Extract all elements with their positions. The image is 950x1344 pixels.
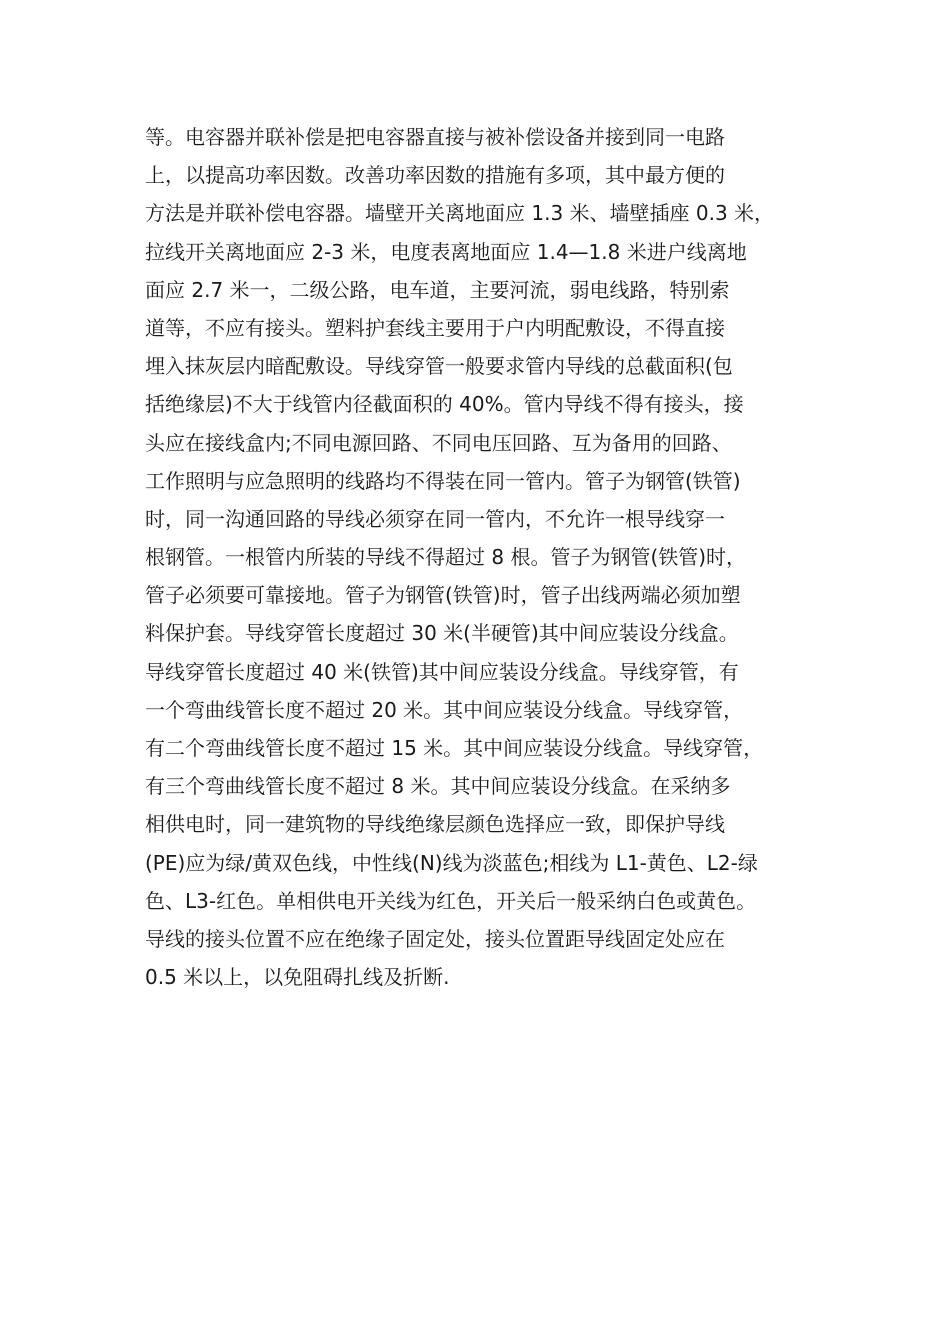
- text-line: 埋入抹灰层内暗配敷设。导线穿管一般要求管内导线的总截面积(包: [145, 354, 733, 379]
- text-line: 有二个弯曲线管长度不超过 15 米。其中间应装设分线盒。导线穿管，: [145, 736, 764, 760]
- text-line: 等。电容器并联补偿是把电容器直接与被补偿设备并接到同一电路: [145, 125, 725, 149]
- text-line: 括绝缘层)不大于线管内径截面积的 40%。管内导线不得有接头，接: [145, 392, 744, 417]
- text-line: 道等，不应有接头。塑料护套线主要用于户内明配敷设，不得直接: [145, 315, 725, 340]
- text-line: 导线的接头位置不应在绝缘子固定处，接头位置距导线固定处应在: [145, 926, 725, 951]
- text-line: 色、L3-红色。单相供电开关线为红色，开关后一般采纳白色或黄色。: [145, 888, 757, 913]
- text-line: 导线穿管长度超过 40 米(铁管)其中间应装设分线盒。导线穿管，有: [145, 659, 739, 684]
- text-line: 拉线开关离地面应 2-3 米，电度表离地面应 1.4—1.8 米进户线离地: [145, 239, 747, 264]
- text-line: 方法是并联补偿电容器。墙壁开关离地面应 1.3 米、墙壁插座 0.3 米，: [145, 201, 775, 226]
- text-line: 料保护套。导线穿管长度超过 30 米(半硬管)其中间应装设分线盒。: [145, 621, 739, 646]
- text-line: (PE)应为绿/黄双色线，中性线(N)线为淡蓝色;相线为 L1-黄色、L2-绿: [145, 850, 758, 875]
- text-line: 有三个弯曲线管长度不超过 8 米。其中间应装设分线盒。在采纳多: [145, 774, 731, 799]
- text-line: 面应 2.7 米一，二级公路，电车道，主要河流，弱电线路，特别索: [145, 277, 730, 302]
- text-line: 0.5 米以上，以免阻碍扎线及折断.: [145, 965, 450, 990]
- text-line: 相供电时，同一建筑物的导线绝缘层颜色选择应一致，即保护导线: [145, 812, 725, 837]
- body-paragraph: [145, 118, 825, 996]
- text-line: 时，同一沟通回路的导线必须穿在同一管内，不允许一根导线穿一: [145, 506, 725, 531]
- text-line: 根钢管。一根管内所装的导线不得超过 8 根。管子为钢管(铁管)时，: [145, 545, 747, 570]
- text-line: 上，以提高功率因数。改善功率因数的措施有多项，其中最方便的: [145, 163, 725, 188]
- text-line: 头应在接线盒内;不同电源回路、不同电压回路、互为备用的回路、: [145, 430, 732, 455]
- text-line: 管子必须要可靠接地。管子为钢管(铁管)时，管子出线两端必须加塑: [145, 583, 741, 608]
- text-line: 工作照明与应急照明的线路均不得装在同一管内。管子为钢管(铁管): [145, 468, 741, 493]
- text-line: 一个弯曲线管长度不超过 20 米。其中间应装设分线盒。导线穿管，: [145, 697, 744, 722]
